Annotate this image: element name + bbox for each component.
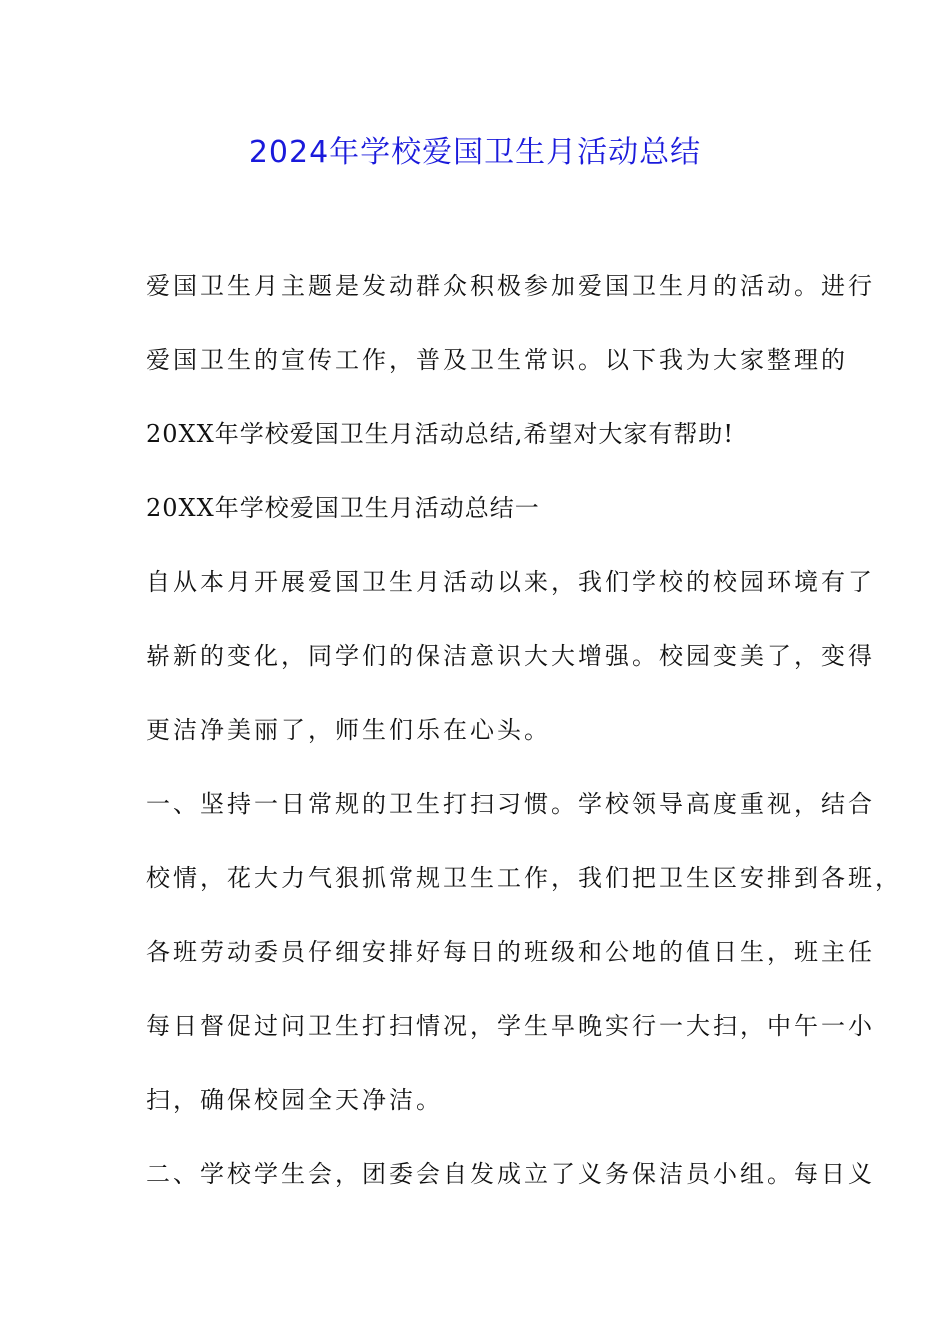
body-line: 每日督促过问卫生打扫情况，学生早晚实行一大扫，中午一小: [146, 1012, 875, 1040]
body-line: 各班劳动委员仔细安排好每日的班级和公地的值日生，班主任: [146, 938, 875, 966]
body-line: 校情，花大力气狠抓常规卫生工作，我们把卫生区安排到各班，: [146, 864, 902, 892]
document-title: 2024年学校爱国卫生月活动总结: [248, 135, 702, 170]
body-line: 二、学校学生会，团委会自发成立了义务保洁员小组。每日义: [146, 1160, 875, 1188]
body-line: 崭新的变化，同学们的保洁意识大大增强。校园变美了，变得: [146, 642, 875, 670]
body-line: 自从本月开展爱国卫生月活动以来，我们学校的校园环境有了: [146, 568, 875, 596]
body-line: 一、坚持一日常规的卫生打扫习惯。学校领导高度重视，结合: [146, 790, 875, 818]
section-heading: 20XX年学校爱国卫生月活动总结一: [146, 494, 540, 522]
body-line: 爱国卫生月主题是发动群众积极参加爱国卫生月的活动。进行: [146, 272, 875, 300]
body-line: 扫，确保校园全天净洁。: [146, 1086, 443, 1114]
body-line: 爱国卫生的宣传工作，普及卫生常识。以下我为大家整理的: [146, 346, 848, 374]
body-line: 20XX年学校爱国卫生月活动总结,希望对大家有帮助!: [146, 420, 734, 448]
body-line: 更洁净美丽了，师生们乐在心头。: [146, 716, 551, 744]
